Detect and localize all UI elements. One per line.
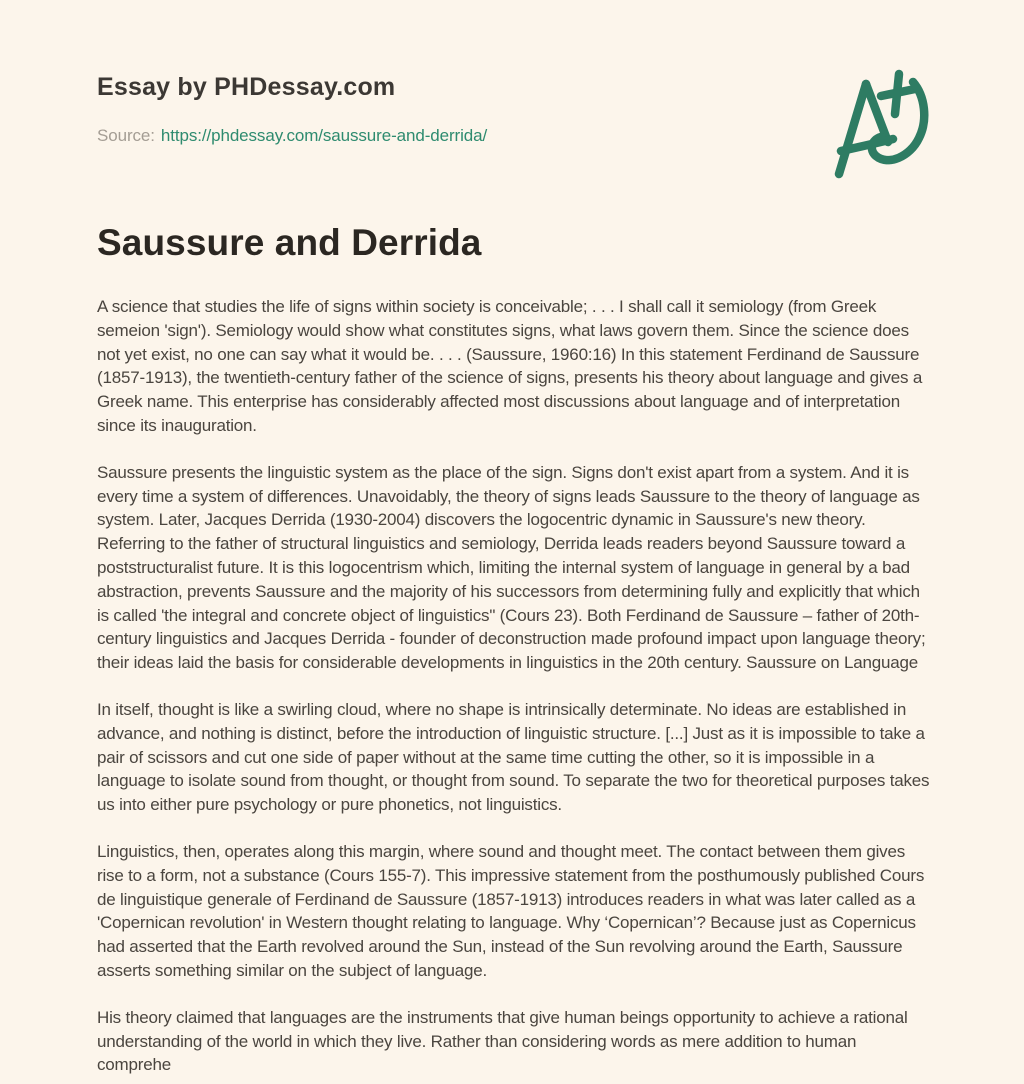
essay-title: Saussure and Derrida [97, 222, 482, 263]
essay-paragraph: In itself, thought is like a swirling cloud, where no shape is intrinsically determinate. No ideas are established in advance, and nothing is distinct, before the introduction of linguistic structure. [...] Just as it is impossible to take a pair of scissors and cut one side of paper without at the same time cutting the other, so it is impossible in a language to isolate sound from thought, or thought from sound. To separate the two for theoretical purposes takes us into either pure psychology or pure phonetics, not linguistics. [97, 699, 930, 815]
essay-paragraph: A science that studies the life of signs within society is conceivable; . . . I shall call it semiology (from Greek semeion 'sign'). Semiology would show what constitutes signs, what laws govern them. Since the science does not yet exist, no one can say what it would be. . . . (Saussure, 1960:16) In this statement Ferdinand de Saussure (1857-1913), the twentieth-century father of the science of signs, presents his theory about language and gives a Greek name. This enterprise has considerably affected most discussions about language and of interpretation since its inauguration. [97, 297, 923, 435]
page-header [97, 70, 930, 180]
byline: Essay by PHDessay.com [97, 73, 396, 101]
phdessay-logo-icon [829, 68, 930, 180]
essay-body [97, 295, 930, 1077]
source-link[interactable]: https://phdessay.com/saussure-and-derrida/ [160, 126, 488, 145]
essay-paragraph: Saussure presents the linguistic system as the place of the sign. Signs don't exist apart from a system. And it is every time a system of differences. Unavoidably, the theory of signs leads Saussure to the theory of language as system. Later, Jacques Derrida (1930-2004) discovers the logocentric dynamic in Saussure's new theory. Referring to the father of structural linguistics and semiology, Derrida leads readers beyond Saussure toward a poststructuralist future. It is this logocentrism which, limiting the internal system of language in general by a bad abstraction, prevents Saussure and the majority of his successors from determining fully and explicitly that which is called 'the integral and concrete object of linguistics" (Cours 23). Both Ferdinand de Saussure – father of 20th-century linguistics and Jacques Derrida - founder of deconstruction made profound impact upon language theory; their ideas laid the basis for considerable developments in linguistics in the 20th century. Saussure on Language [97, 462, 926, 673]
essay-paragraph: Linguistics, then, operates along this margin, where sound and thought meet. The contact between them gives rise to a form, not a substance (Cours 155-7). This impressive statement from the posthumously published Cours de linguistique generale of Ferdinand de Saussure (1857-1913) introduces readers in what was later called as a 'Copernican revolution' in Western thought relating to language. Why ‘Copernican’? Because just as Copernicus had asserted that the Earth revolved around the Sun, instead of the Sun revolving around the Earth, Saussure asserts something similar on the subject of language. [97, 841, 925, 980]
source-line [97, 126, 487, 146]
essay-paragraph: His theory claimed that languages are the instruments that give human beings opportunity to achieve a rational understanding of the world in which they live. Rather than considering words as mere addition to human comprehe [97, 1007, 908, 1075]
header-text-block [97, 70, 487, 146]
source-label: Source: [97, 126, 155, 145]
